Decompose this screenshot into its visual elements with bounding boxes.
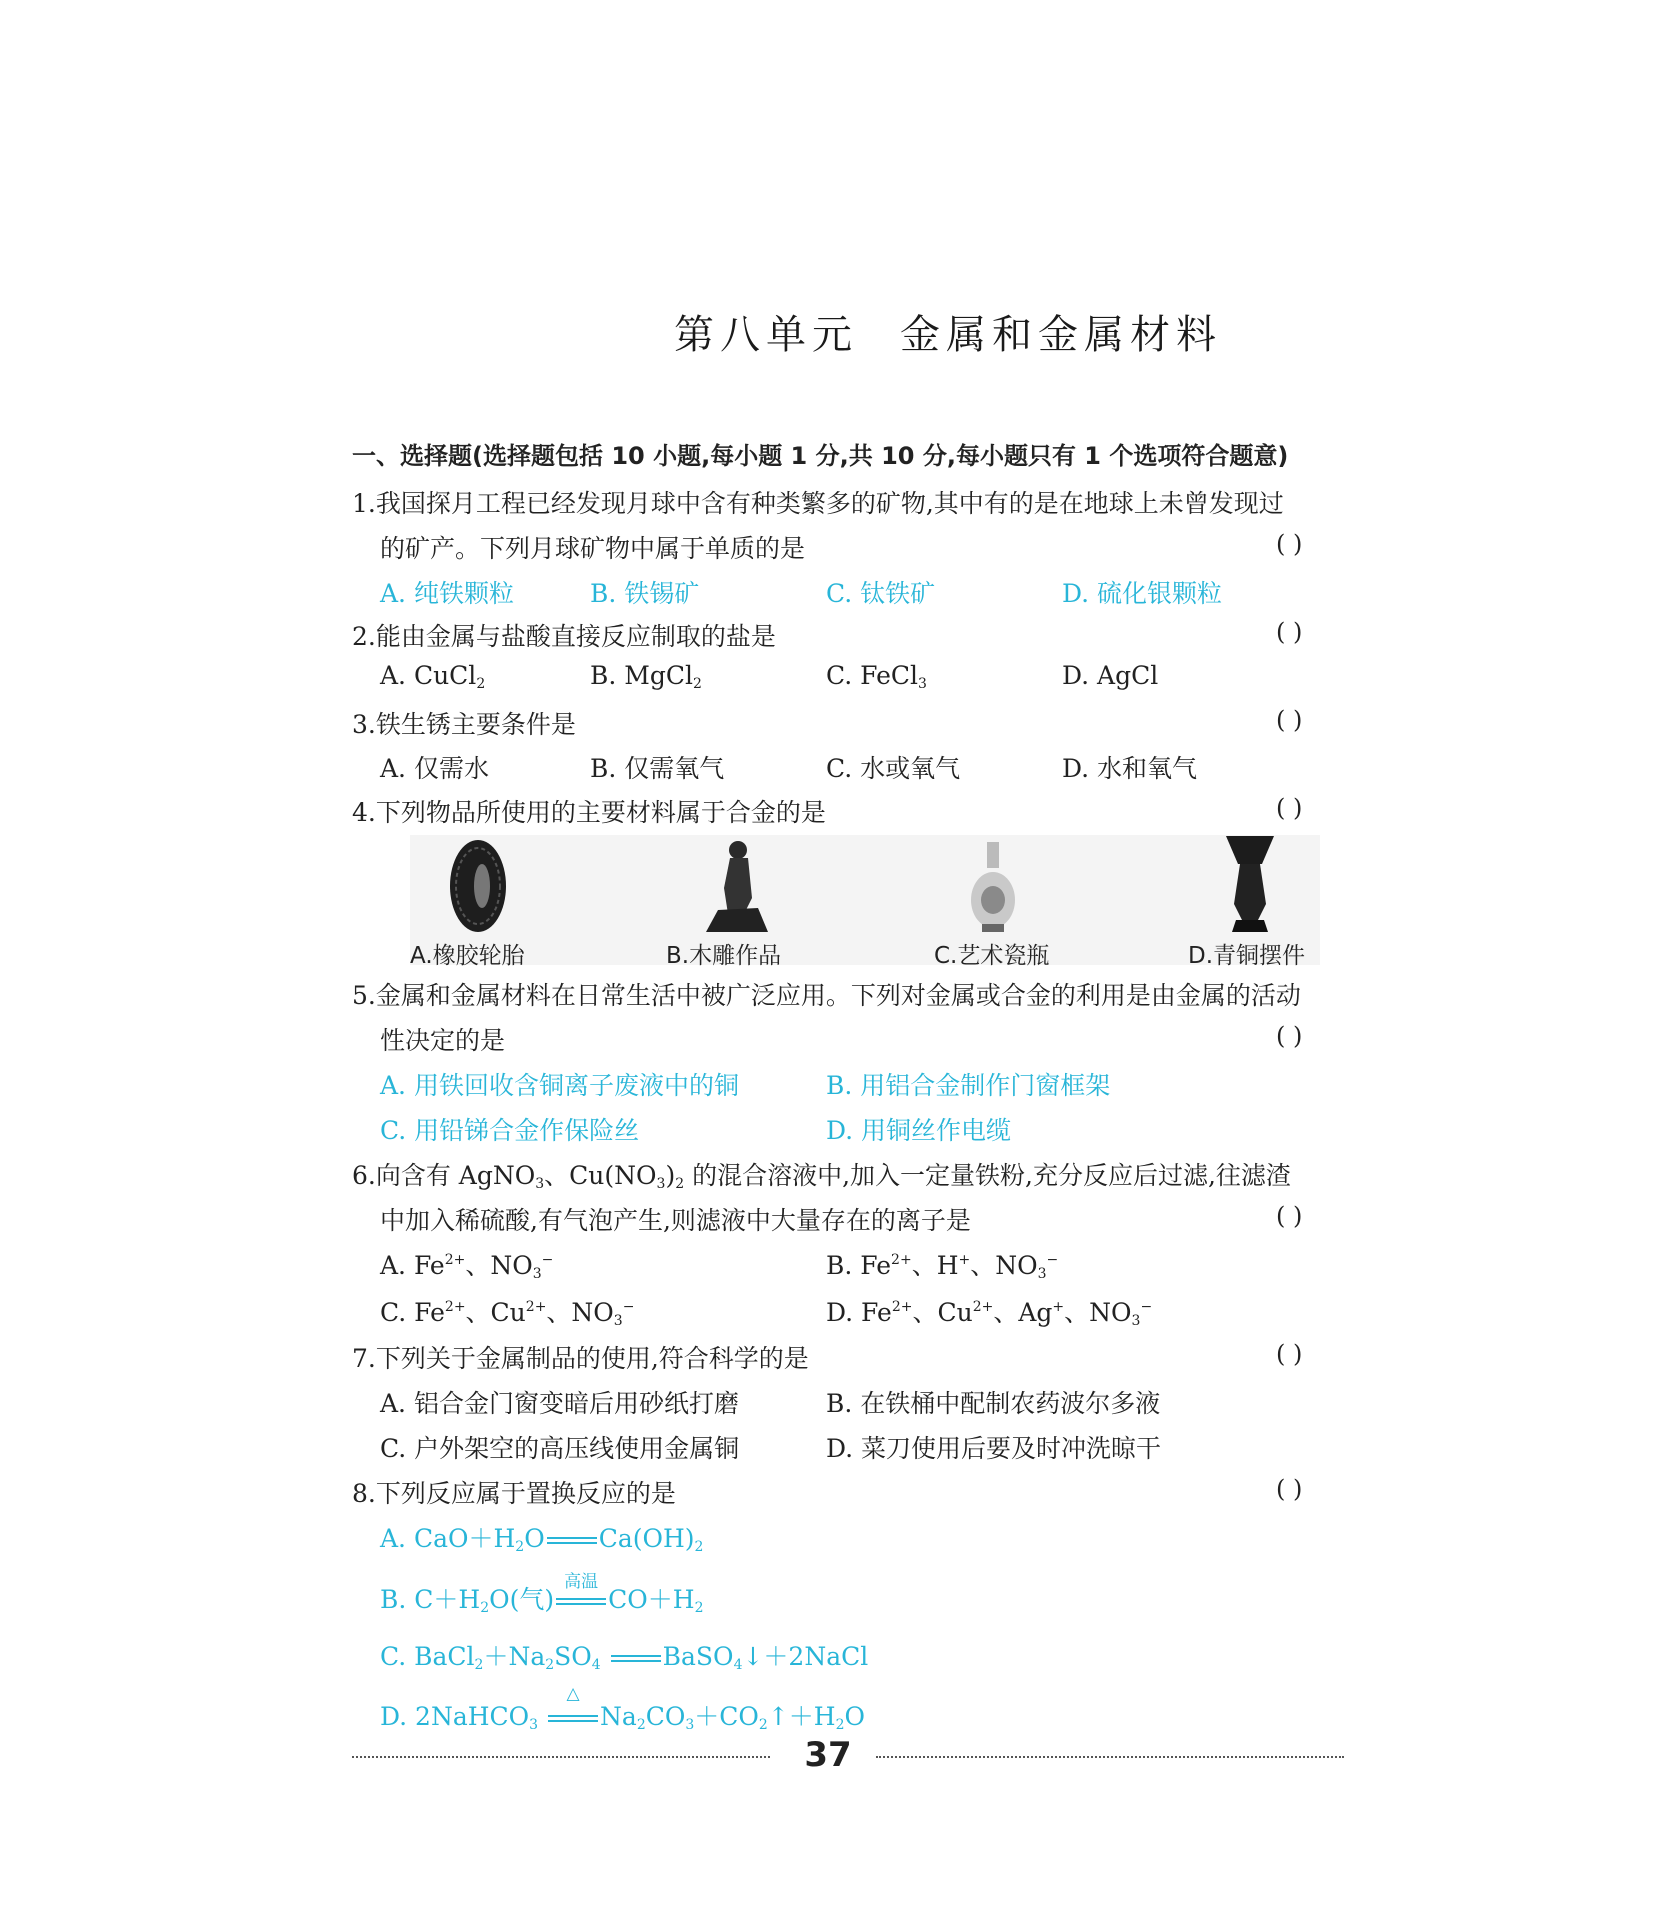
question-7: 7.下列关于金属制品的使用,符合科学的是	[352, 1344, 809, 1373]
answer-bracket: ( )	[1276, 1202, 1303, 1230]
wood-carving-icon	[700, 838, 770, 934]
answer-bracket: ( )	[1276, 1022, 1303, 1050]
q2-option-b: B. MgCl$_2$	[590, 661, 702, 692]
question-3: 3.铁生锈主要条件是	[352, 710, 576, 739]
q6-option-b: B. $Fe^{2+}$、H+、$NO_3^-$	[826, 1251, 1059, 1282]
q7-option-a: A. 铝合金门窗变暗后用砂纸打磨	[380, 1389, 739, 1418]
question-1-line1: 1.我国探月工程已经发现月球中含有种类繁多的矿物,其中有的是在地球上未曾发现过	[352, 489, 1284, 518]
q2-option-a: A. CuCl$_2$	[380, 661, 486, 692]
q4-label-b: B.木雕作品	[666, 943, 782, 969]
q8-option-d: D. 2NaHCO$_3$ △ $Na_2CO_3+CO_2↑+H_2O$	[380, 1683, 866, 1733]
q3-option-c: C. 水或氧气	[826, 754, 961, 783]
answer-bracket: ( )	[1276, 1340, 1303, 1368]
q8-option-a: A. $CaO+H_2O$ $Ca(OH)_2$	[380, 1524, 704, 1555]
tire-icon	[448, 838, 508, 934]
question-8: 8.下列反应属于置换反应的是	[352, 1479, 676, 1508]
question-5-line2: 性决定的是	[380, 1026, 506, 1055]
q7-option-d: D. 菜刀使用后要及时冲洗晾干	[826, 1434, 1162, 1463]
porcelain-vase-icon	[968, 838, 1018, 934]
question-2: 2.能由金属与盐酸直接反应制取的盐是	[352, 622, 776, 651]
question-1-line2: 的矿产。下列月球矿物中属于单质的是	[380, 534, 806, 563]
q5-option-a: A. 用铁回收含铜离子废液中的铜	[380, 1071, 739, 1100]
q6-option-d: D. $Fe^{2+}$、$Cu^{2+}$、Ag+、$NO_3^-$	[826, 1298, 1153, 1329]
q1-option-d: D. 硫化银颗粒	[1062, 579, 1223, 608]
q4-image-strip	[410, 835, 1320, 965]
footer-divider-right	[876, 1756, 1344, 1758]
q3-option-a: A. 仅需水	[380, 754, 489, 783]
q6-option-c: C. $Fe^{2+}$、$Cu^{2+}$、$NO_3^-$	[380, 1298, 635, 1329]
page-title: 第八单元 金属和金属材料	[674, 312, 1222, 358]
q4-label-a: A.橡胶轮胎	[410, 943, 525, 969]
q1-option-b: B. 铁锡矿	[590, 579, 700, 608]
q4-label-c: C.艺术瓷瓶	[934, 943, 1050, 969]
answer-bracket: ( )	[1276, 1475, 1303, 1503]
q1-option-a: A. 纯铁颗粒	[380, 579, 514, 608]
q2-option-c: C. FeCl$_3$	[826, 661, 927, 692]
q3-option-d: D. 水和氧气	[1062, 754, 1198, 783]
section-header: 一、选择题(选择题包括 10 小题,每小题 1 分,共 10 分,每小题只有 1 个选项符合题意)	[352, 442, 1289, 470]
q4-label-d: D.青铜摆件	[1188, 943, 1306, 969]
question-5-line1: 5.金属和金属材料在日常生活中被广泛应用。下列对金属或合金的利用是由金属的活动	[352, 981, 1301, 1010]
q2-option-d: D. AgCl	[1062, 661, 1159, 690]
footer-divider-left	[352, 1756, 770, 1758]
q8-option-b: B. $C+H_2O$(气) 高温 $CO+H_2$	[380, 1571, 704, 1616]
question-6-line1: 6.向含有 AgNO$_3$、$Cu(NO_3)_2$ 的混合溶液中,加入一定量铁粉,充分反应后过滤,往滤渣	[352, 1161, 1291, 1192]
page-number: 37	[804, 1735, 852, 1775]
q5-option-d: D. 用铜丝作电缆	[826, 1116, 1012, 1145]
q7-option-c: C. 户外架空的高压线使用金属铜	[380, 1434, 740, 1463]
answer-bracket: ( )	[1276, 530, 1303, 558]
q1-option-c: C. 钛铁矿	[826, 579, 936, 608]
answer-bracket: ( )	[1276, 706, 1303, 734]
answer-bracket: ( )	[1276, 618, 1303, 646]
q7-option-b: B. 在铁桶中配制农药波尔多液	[826, 1389, 1161, 1418]
q6-option-a: A. $Fe^{2+}$、$NO_3^-$	[380, 1251, 554, 1282]
q5-option-c: C. 用铅锑合金作保险丝	[380, 1116, 640, 1145]
q5-option-b: B. 用铝合金制作门窗框架	[826, 1071, 1111, 1100]
q3-option-b: B. 仅需氧气	[590, 754, 725, 783]
question-4: 4.下列物品所使用的主要材料属于合金的是	[352, 798, 826, 827]
q8-option-c: C. $BaCl_2+Na_2SO_4$ BaSO$_4$↓＋2NaCl	[380, 1642, 869, 1673]
answer-bracket: ( )	[1276, 794, 1303, 822]
question-6-line2: 中加入稀硫酸,有气泡产生,则滤液中大量存在的离子是	[380, 1206, 971, 1235]
bronze-vessel-icon	[1222, 834, 1278, 934]
